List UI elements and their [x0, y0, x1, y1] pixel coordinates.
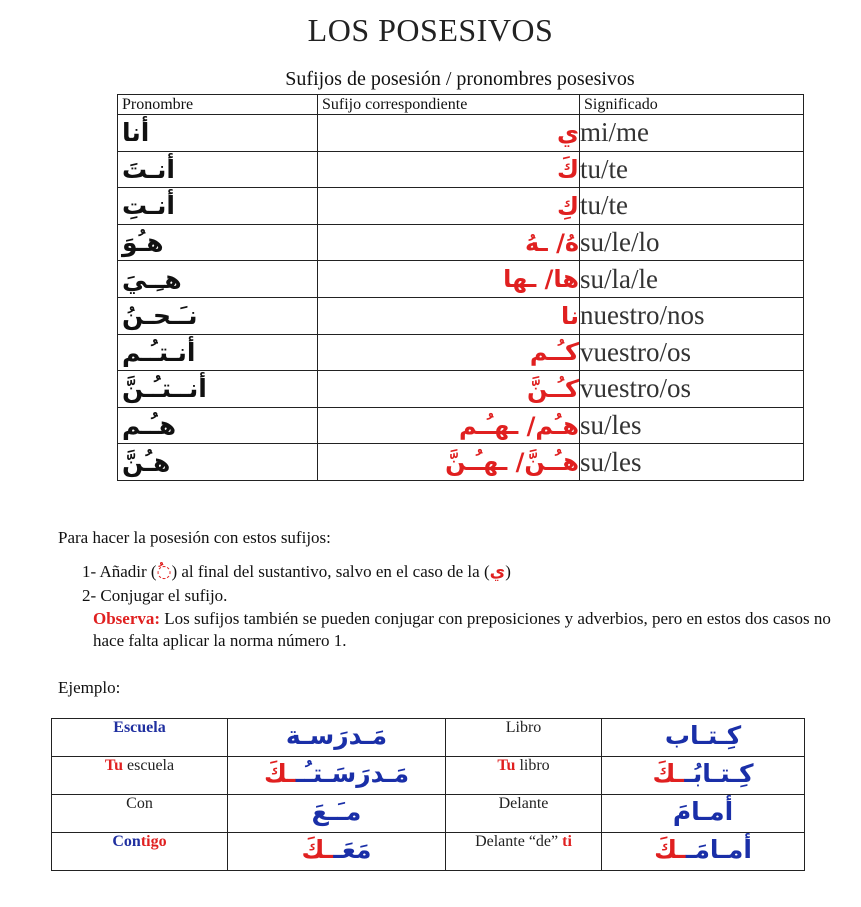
example-es-rest: escuela: [123, 757, 175, 774]
example-ar-base: أمـامَـ: [685, 835, 752, 864]
example-es-base: Con: [112, 833, 141, 850]
suffix-row: [118, 334, 804, 371]
example-ar-suffix: ـكَ: [263, 759, 296, 788]
suffix-row: [118, 115, 804, 152]
example-row: [52, 833, 805, 871]
meaning-cell: su/les: [580, 444, 804, 481]
header-significado: Significado: [580, 95, 804, 115]
meaning-cell: su/le/lo: [580, 224, 804, 261]
example-es: Escuela: [52, 719, 228, 757]
pronoun-text: أنـتَ: [122, 154, 175, 184]
pronoun-cell: [118, 297, 318, 334]
pronoun-text: أنـتـُـم: [122, 337, 196, 367]
example-ar-suffix: ـكَ: [654, 835, 686, 864]
damma-glyph: ◌ُ: [156, 562, 172, 582]
example-ar: أمـامَ: [602, 795, 805, 833]
example-ar-suffix: ـكَ: [301, 835, 334, 864]
suffix-cell: ي: [318, 115, 580, 152]
pronoun-text: هـِـيَ: [122, 264, 182, 294]
example-ar: كِـتـاب: [602, 719, 805, 757]
example-row: [52, 795, 805, 833]
step-1-text-b: ) al final del sustantivo, salvo en el caso de la (: [171, 562, 490, 581]
example-ar: [602, 757, 805, 795]
pronoun-text: نـَـحـنُ: [122, 301, 198, 331]
step-1-text-a: 1- Añadir (: [82, 562, 157, 581]
pronoun-text: أنـتِ: [122, 191, 175, 221]
pronoun-cell: [118, 444, 318, 481]
example-row: [52, 757, 805, 795]
meaning-cell: mi/me: [580, 115, 804, 152]
example-es-red: tigo: [140, 833, 167, 850]
example-es: [446, 833, 602, 871]
meaning-cell: nuestro/nos: [580, 297, 804, 334]
suffix-cell: كَ: [318, 151, 580, 188]
example-table: [51, 718, 805, 871]
pronoun-cell: [118, 115, 318, 152]
pronoun-cell: [118, 188, 318, 225]
example-ar: مَـدرَسـة: [228, 719, 446, 757]
example-es: Delante: [498, 795, 549, 812]
pronoun-cell: [118, 224, 318, 261]
pronoun-text: هـُوَ: [122, 228, 164, 258]
step-2: 2- Conjugar el sufijo.: [82, 586, 228, 605]
example-ar-base: مَـدرَسَـتـُـ: [295, 759, 410, 788]
example-es-red: ti: [562, 833, 572, 850]
suffix-cell: نا: [318, 297, 580, 334]
pronoun-text: أنا: [122, 118, 150, 148]
instructions-list: [82, 560, 511, 608]
step-1-text-c: ): [505, 562, 511, 581]
pronoun-cell: [118, 371, 318, 408]
meaning-cell: tu/te: [580, 151, 804, 188]
page-title: LOS POSESIVOS: [307, 12, 554, 48]
observa-note: [93, 608, 833, 652]
example-es: Libro: [505, 719, 542, 736]
example-es-red: Tu: [104, 757, 124, 774]
suffix-row: [118, 188, 804, 225]
example-ar: [228, 833, 446, 871]
suffix-cell: ها/ ـها: [318, 261, 580, 298]
example-ar-base: مَعَـ: [333, 835, 372, 864]
suffix-row: [118, 297, 804, 334]
suffix-row: [118, 407, 804, 444]
meaning-cell: tu/te: [580, 188, 804, 225]
example-es-rest: libro: [515, 757, 550, 774]
meaning-cell: vuestro/os: [580, 334, 804, 371]
pronoun-cell: [118, 407, 318, 444]
pronoun-cell: [118, 151, 318, 188]
example-ar: مـَـعَ: [228, 795, 446, 833]
example-es: [52, 757, 228, 795]
table-caption: Sufijos de posesión / pronombres posesivos: [285, 68, 635, 90]
observa-label: Observa:: [93, 609, 161, 628]
suffix-cell: هـُم/ ـهـُـم: [318, 407, 580, 444]
suffix-cell: هُ/ ـهُ: [318, 224, 580, 261]
pronoun-text: هـُـم: [122, 411, 177, 441]
example-es: [52, 833, 228, 871]
instructions-intro: Para hacer la posesión con estos sufijos:: [58, 528, 331, 547]
pronoun-cell: [118, 334, 318, 371]
suffix-cell: كِ: [318, 188, 580, 225]
example-es: [446, 757, 602, 795]
suffix-row: [118, 444, 804, 481]
example-ar: [602, 833, 805, 871]
example-ar: [228, 757, 446, 795]
pronoun-text: أنــتـُـنَّ: [122, 374, 207, 404]
suffix-cell: كـُـنَّ: [318, 371, 580, 408]
example-label: Ejemplo:: [58, 678, 121, 697]
example-ar-base: كِـتـابُـ: [684, 759, 754, 788]
header-sufijo: Sufijo correspondiente: [318, 95, 580, 115]
step-1: [82, 560, 511, 584]
example-ar-suffix: ـكَ: [652, 759, 685, 788]
pronoun-text: هـُنَّ: [122, 447, 171, 477]
suffix-row: [118, 371, 804, 408]
suffix-row: [118, 224, 804, 261]
suffix-cell: هـُـنَّ/ ـهـُـنَّ: [318, 444, 580, 481]
example-row: [52, 719, 805, 757]
suffix-row: [118, 151, 804, 188]
ya-glyph: ي: [489, 562, 506, 582]
example-es: Con: [126, 795, 153, 812]
suffix-row: [118, 261, 804, 298]
observa-text: Los sufijos también se pueden conjugar con preposiciones y adverbios, pero en estos dos casos no hace falta aplicar la norma número 1.: [93, 609, 831, 650]
example-es-red: Tu: [497, 757, 516, 774]
meaning-cell: su/la/le: [580, 261, 804, 298]
meaning-cell: su/les: [580, 407, 804, 444]
header-pronombre: Pronombre: [118, 95, 318, 115]
pronoun-cell: [118, 261, 318, 298]
meaning-cell: vuestro/os: [580, 371, 804, 408]
suffix-cell: كـُـم: [318, 334, 580, 371]
example-es-base: Delante “de”: [475, 833, 563, 850]
suffix-table: [117, 94, 804, 481]
